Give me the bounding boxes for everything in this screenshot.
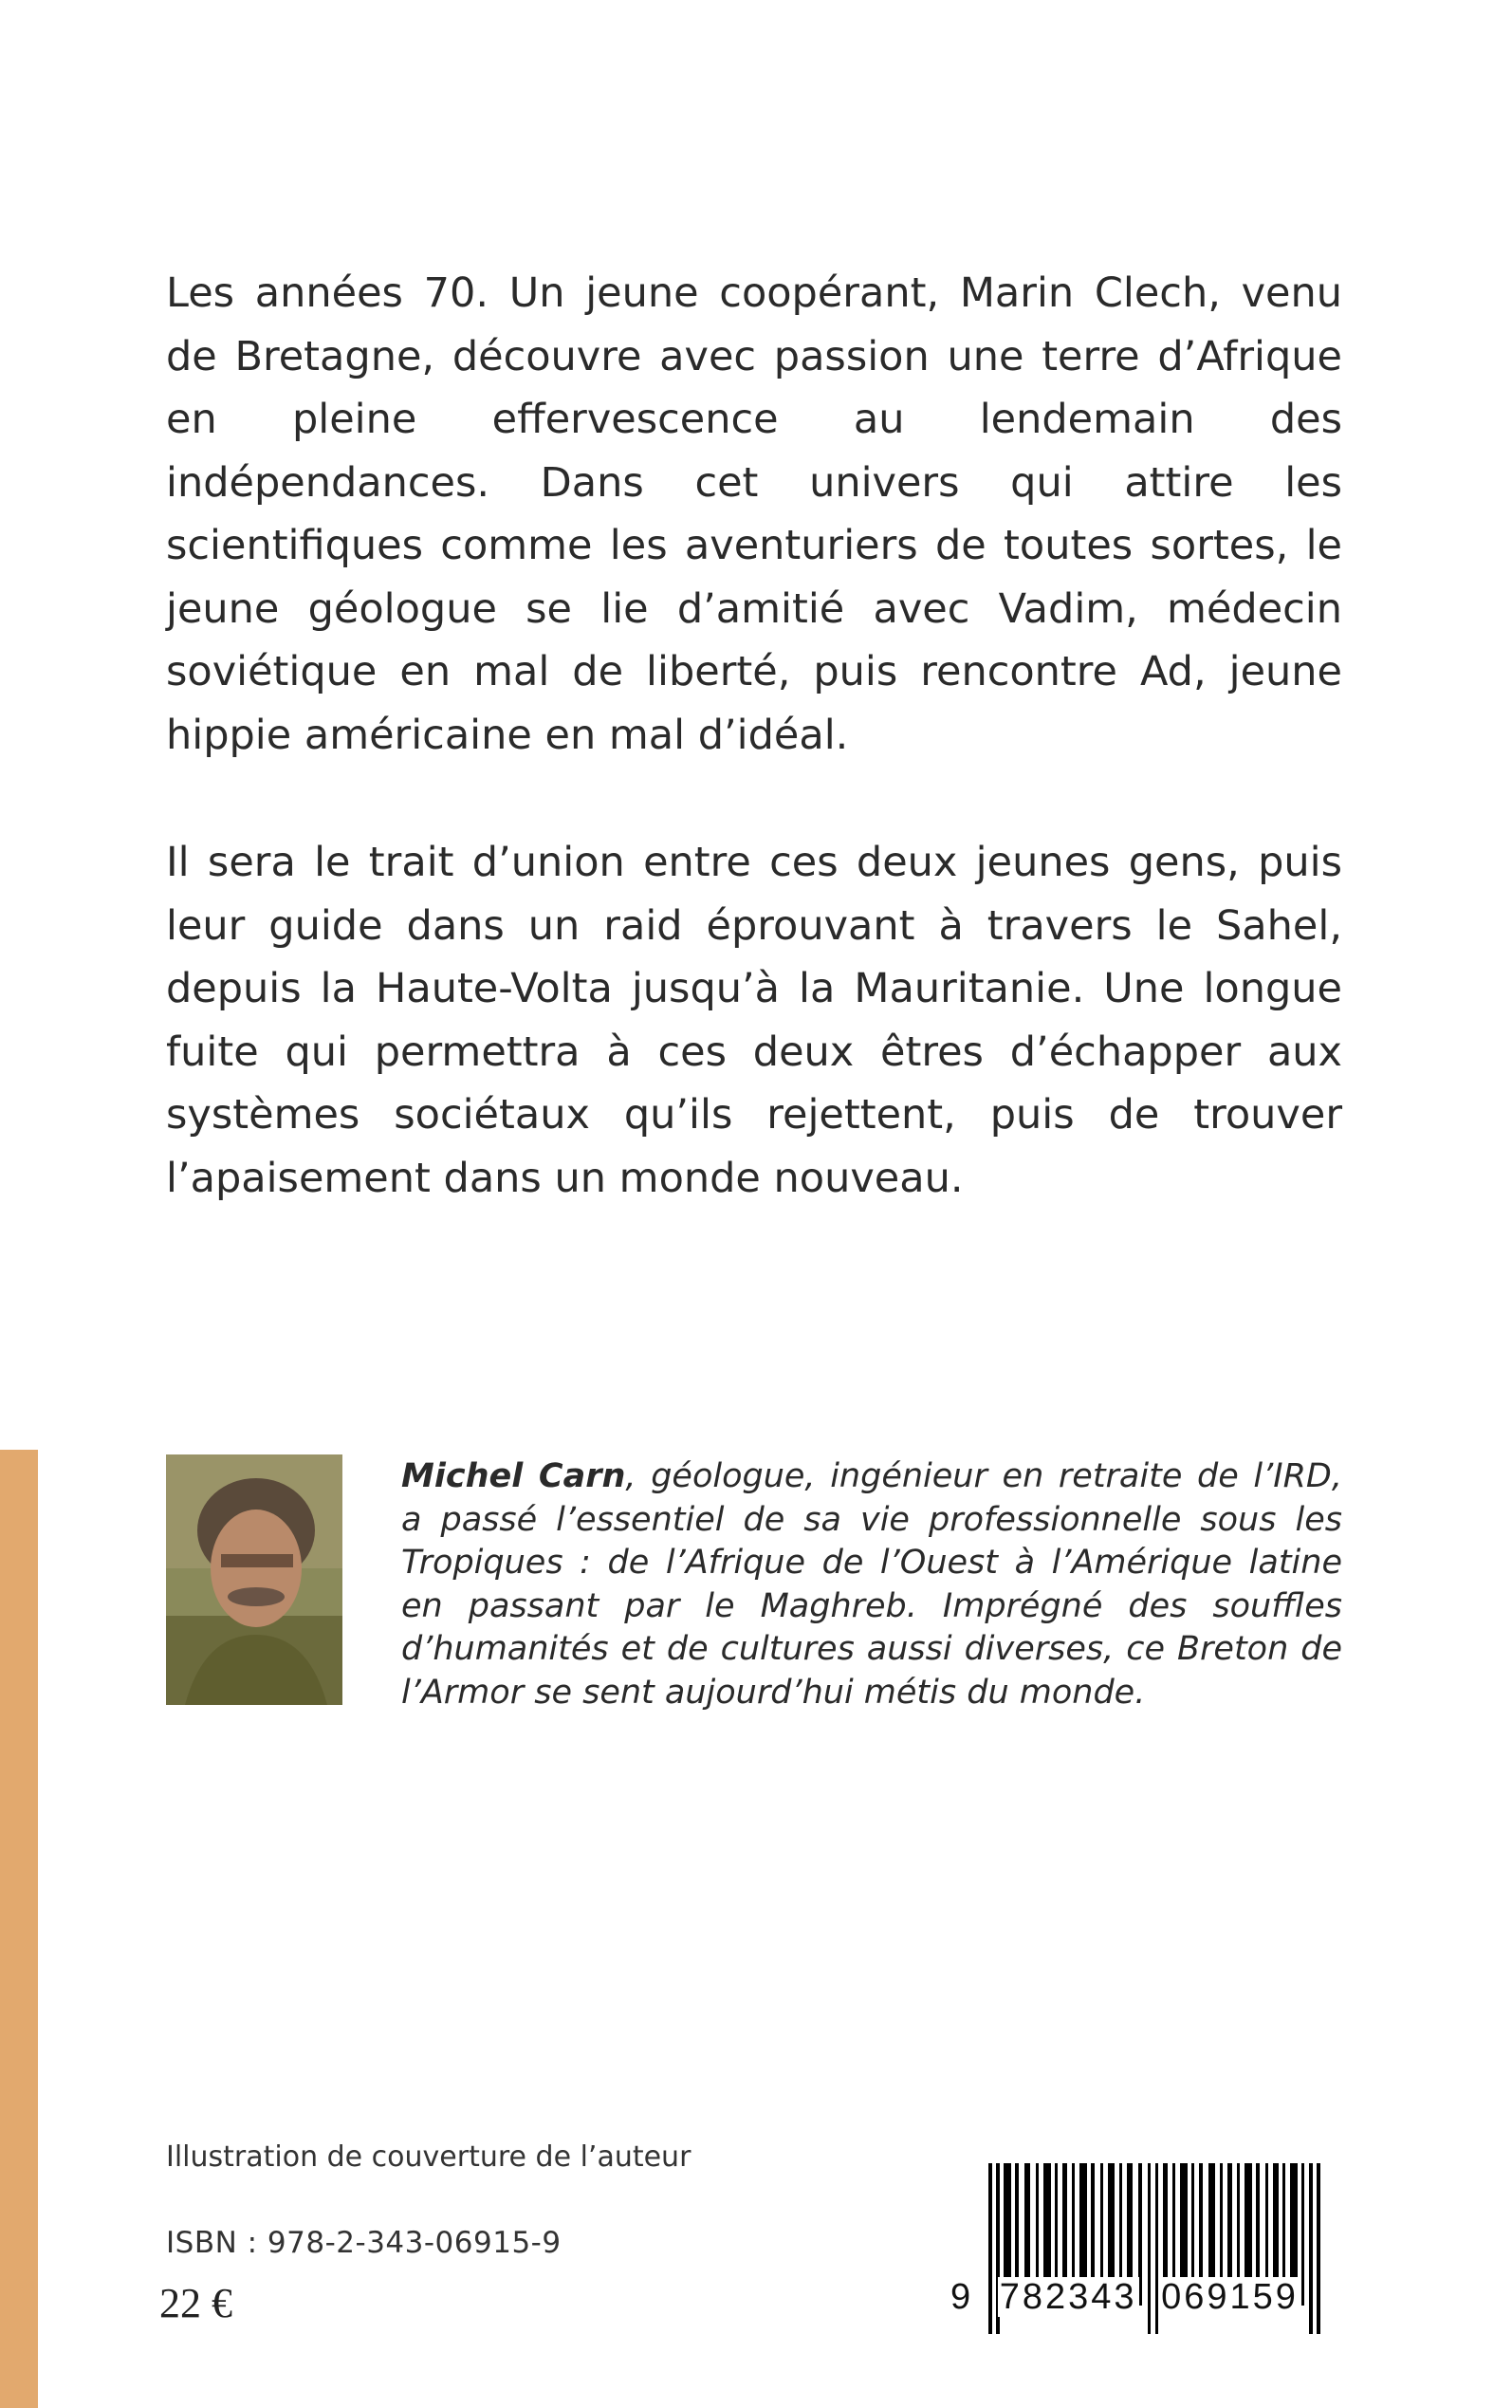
price-label: 22 €	[159, 2280, 232, 2326]
blurb-paragraph-2: Il sera le trait d’union entre ces deux jeunes gens, puis leur guide dans un raid éprouvant à travers le Sahel, depuis la Haute-Volta jusqu’à la Mauritanie. Une longue fuite qui permettra à ces deux êtres d’échapper aux systèmes sociétaux qu’ils rejettent, puis de trouver l’apaisement dans un monde nouveau.	[166, 839, 1342, 1202]
author-bio-text: , géologue, ingénieur en retraite de l’IRD, a passé l’essentiel de sa vie professionnelle sous les Tropiques : de l’Afrique de l’Ouest à l’Amérique latine en passant par le Maghreb. Imprégné des souffles d’humanités et de cultures aussi diverses, ce Breton de l’Armor se sent aujourd’hui métis du monde.	[401, 1457, 1342, 1712]
isbn-label: ISBN : 978-2-343-06915-9	[166, 2226, 562, 2260]
cover-illustration-credit: Illustration de couverture de l’auteur	[166, 2140, 691, 2174]
barcode-right-digits: 069159	[1161, 2277, 1299, 2317]
barcode-first-digit: 9	[950, 2277, 974, 2317]
accent-spine-strip	[0, 1450, 38, 2408]
barcode-left-digits: 782343	[999, 2277, 1137, 2317]
barcode-digits	[949, 2277, 1347, 2318]
author-bio	[401, 1455, 1342, 1714]
author-name: Michel Carn	[401, 1457, 626, 1495]
blurb-paragraph-1: Les années 70. Un jeune coopérant, Marin Clech, venu de Bretagne, découvre avec passion une terre d’Afrique en pleine effervescence au lendemain des indépendances. Dans cet univers qui attire les scientifiques comme les aventuriers de toutes sortes, le jeune géologue se lie d’amitié avec Vadim, médecin soviétique en mal de liberté, puis rencontre Ad, jeune hippie américaine en mal d’idéal.	[166, 269, 1342, 759]
author-photo	[166, 1454, 342, 1705]
